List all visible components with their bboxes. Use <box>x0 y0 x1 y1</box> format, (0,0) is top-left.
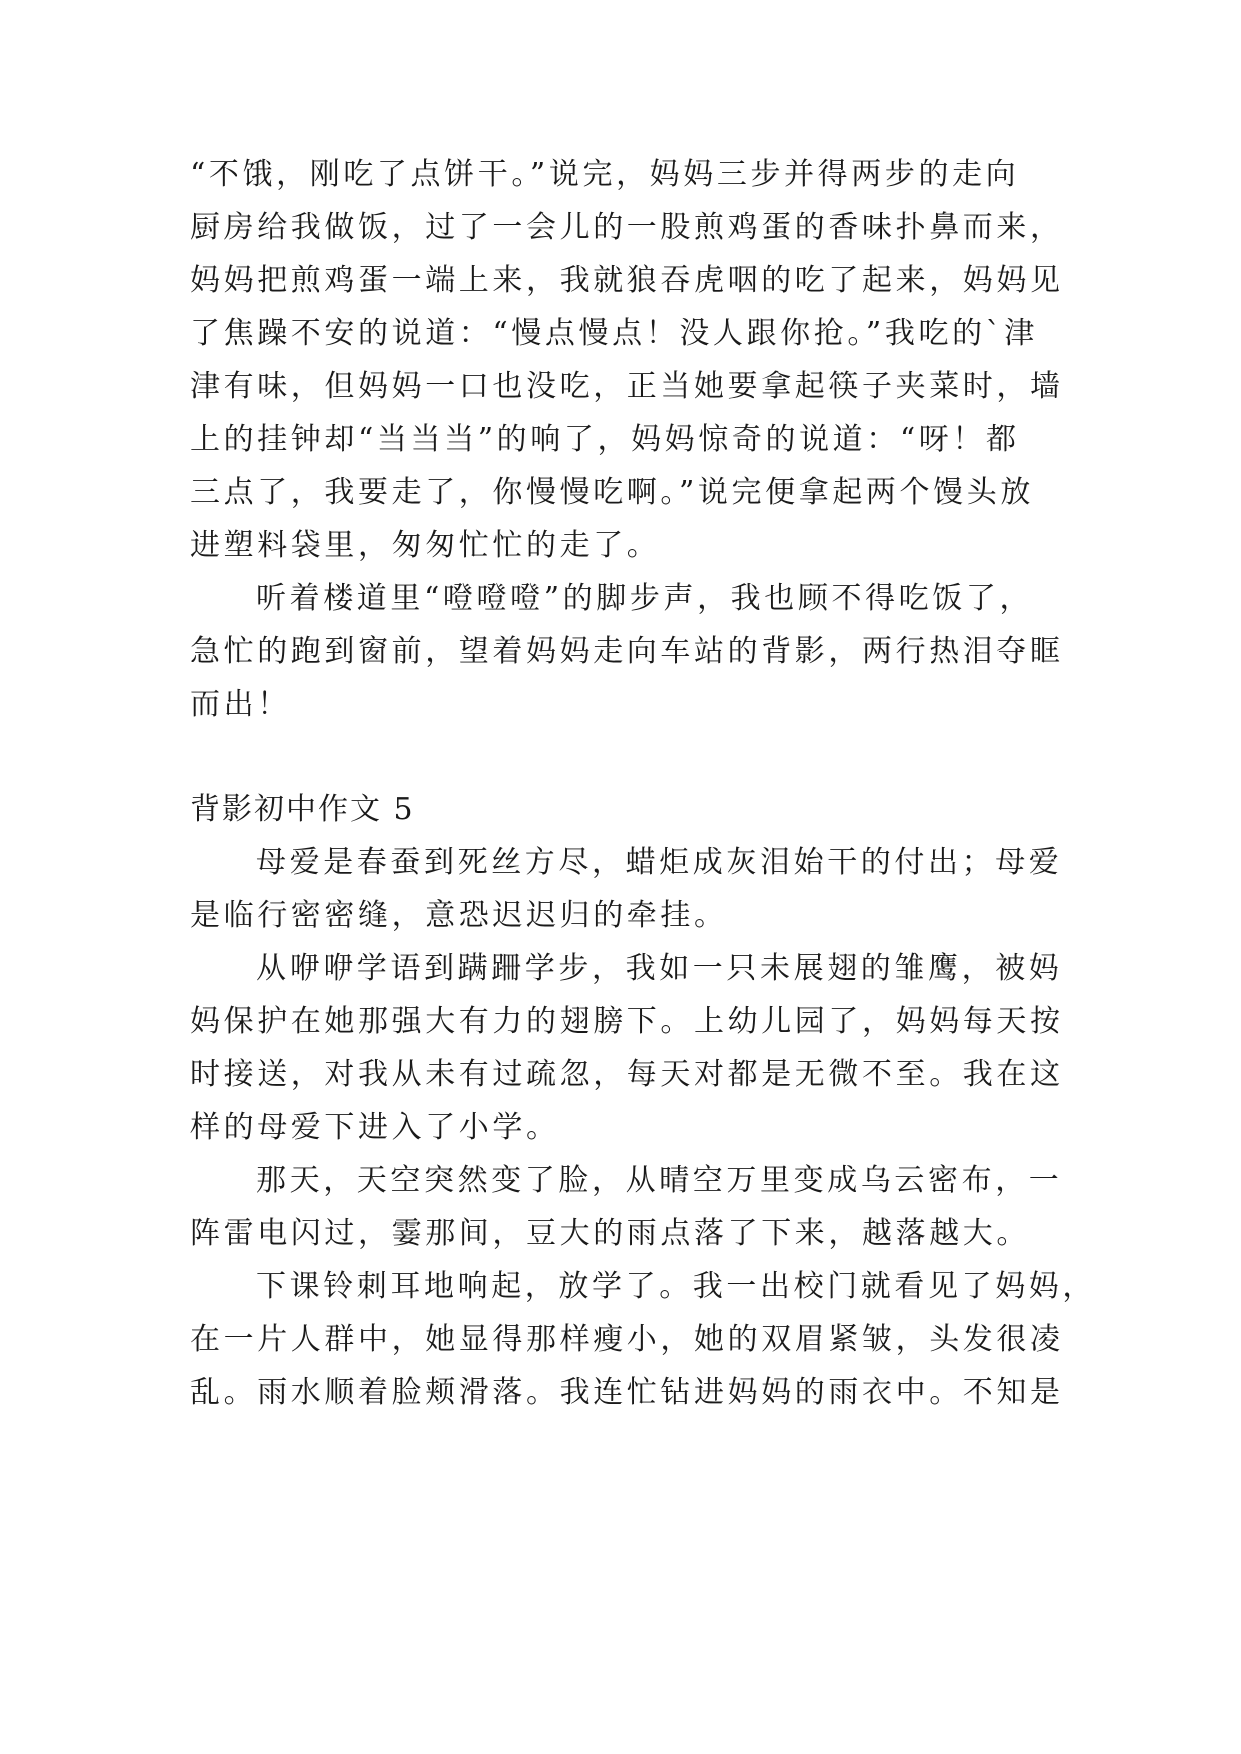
text-line: 是临行密密缝，意恐迟迟归的牵挂。 <box>190 898 728 933</box>
text-line: 听着楼道里“噔噔噔”的脚步声，我也顾不得吃饭了， <box>256 581 1034 616</box>
text-line: 妈保护在她那强大有力的翅膀下。上幼儿园了，妈妈每天按 <box>190 1004 1064 1039</box>
text-line: 上的挂钟却“当当当”的响了，妈妈惊奇的说道：“呀！都 <box>190 422 1020 457</box>
text-line: 样的母爱下进入了小学。 <box>190 1110 560 1145</box>
text-line: 急忙的跑到窗前，望着妈妈走向车站的背影，两行热泪夺眶 <box>190 634 1064 669</box>
text-line: 那天，天空突然变了脸，从晴空万里变成乌云密布，一 <box>256 1163 1063 1198</box>
text-line: 妈妈把煎鸡蛋一端上来，我就狼吞虎咽的吃了起来，妈妈见 <box>190 263 1064 298</box>
text-line: 厨房给我做饭，过了一会儿的一股煎鸡蛋的香味扑鼻而来， <box>190 210 1064 245</box>
text-line: 而出！ <box>190 687 291 722</box>
text-line: 在一片人群中，她显得那样瘦小，她的双眉紧皱，头发很凌 <box>190 1322 1064 1357</box>
text-line: 阵雷电闪过，霎那间，豆大的雨点落了下来，越落越大。 <box>190 1216 1030 1251</box>
text-line: 进塑料袋里，匆匆忙忙的走了。 <box>190 528 661 563</box>
section-heading: 背影初中作文 5 <box>190 792 415 827</box>
text-line: 从咿咿学语到蹒跚学步，我如一只未展翅的雏鹰，被妈 <box>256 951 1063 986</box>
text-line: 三点了，我要走了，你慢慢吃啊。”说完便拿起两个馒头放 <box>190 475 1034 510</box>
text-line: 母爱是春蚕到死丝方尽，蜡炬成灰泪始干的付出；母爱 <box>256 845 1063 880</box>
text-line: 津有味，但妈妈一口也没吃，正当她要拿起筷子夹菜时，墙 <box>190 369 1064 404</box>
text-line: 乱。雨水顺着脸颊滑落。我连忙钻进妈妈的雨衣中。不知是 <box>190 1375 1064 1410</box>
text-line: 时接送，对我从未有过疏忽，每天对都是无微不至。我在这 <box>190 1057 1064 1092</box>
text-line: 了焦躁不安的说道：“慢点慢点！没人跟你抢。”我吃的`津 <box>190 316 1038 351</box>
text-line: “不饿，刚吃了点饼干。”说完，妈妈三步并得两步的走向 <box>190 157 1020 192</box>
text-line: 下课铃刺耳地响起，放学了。我一出校门就看见了妈妈， <box>256 1269 1096 1304</box>
